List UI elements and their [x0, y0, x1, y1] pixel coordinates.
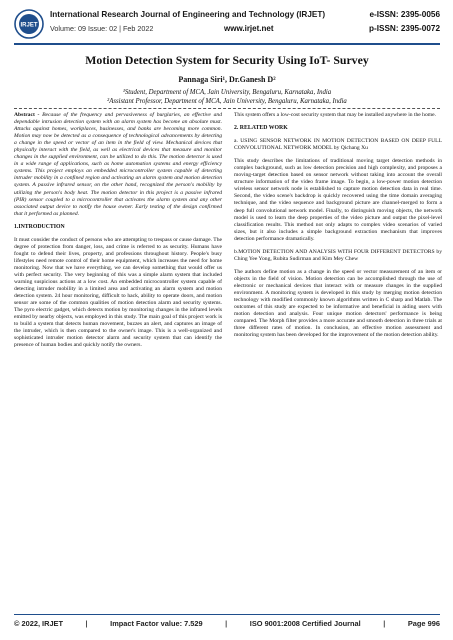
journal-name: International Research Journal of Engineering and Technology (IRJET) [50, 10, 326, 19]
footer-copyright: © 2022, IRJET [14, 619, 63, 628]
footer-separator: | [383, 619, 386, 628]
p-issn: p-ISSN: 2395-0072 [369, 24, 440, 33]
work-a-title: a. USING SENSOR NETWORK IN MOTION DETECTION BASED ON DEEP FULL CONVOLUTIONAL NETWORK MODEL by Qichang Xu [234, 138, 442, 152]
footer-impact-factor: Impact Factor value: 7.529 [110, 619, 203, 628]
abstract [14, 112, 222, 218]
work-b-text: The authors define motion as a change in the speed or vector measurement of an item or objects in the field of vision. Motion detection can be accomplished through the use of electronic or mechanical devices that interact with or measure changes in the supplied environment. A monitoring system is developed in this study by merging motion detection technology with modified commonly known algorithms written in C sharp and Matlab. The outcomes of this study are expected to be informative and beneficial in aiding users with motion detection and analysis. Four unique motion detectors' performance is being compared. The Morph filter provides a more accurate and smooth detection in three trials at three different rates of motion. In conclusion, an effective motion assessment and monitoring system has been developed for the improvement of the motion detection ability. [234, 268, 442, 339]
affiliation-1: ¹Student, Department of MCA, Jain University, Bengaluru, Karnataka, India [122, 89, 332, 96]
section-divider [14, 108, 440, 109]
right-column [234, 112, 442, 345]
affiliation-2: ²Assistant Professor, Department of MCA, Jain University, Bengaluru, Karnataka, India [107, 98, 347, 105]
intro-continued: This system offers a low-cost security system that may be installed anywhere in the home. [234, 112, 437, 118]
irjet-logo [14, 9, 44, 39]
journal-website[interactable]: www.irjet.net [224, 24, 274, 33]
abstract-label: Abstract - [14, 112, 40, 118]
abstract-text: Because of the frequency and pervasiveness of burglaries, an effective and dependable intrusion detection system with an alarm system has become an absolute must. Attacks against homes, workplaces, businesses, and banks are becoming more common. Motion may now be detected as a consequence of technological advancements by detecting a change in the speed or vector of an item in the field of view. Mechanical devices that physically interact with the field, as well as electrical devices that measure and monitor changes in the supplied environment, can be utilized to do this. The motion detector is used in a wide range of applications, such as home automation systems and energy efficiency systems. This project employs an embedded microcontroller system capable of detecting intruder mobility in a confined region and activating an alarm system and motion detection system. A passive infrared sensor, on the other hand, recognized the person's mobility by utilizing the person's body heat. The motion detector in this project is a passive infrared (PIR) sensor coupled to a microcontroller that activates the alarm system and any other associated output device to notify the house owner. Early testing of the design confirmed that it performed as planned. [14, 112, 222, 217]
page-footer [14, 619, 440, 628]
footer-separator: | [85, 619, 88, 628]
work-a-text: This study describes the limitations of traditional moving target detection methods in complex background, such as low detection precision and high complexity, and proposes a moving-target detection based on sensor network without taking into account the overall structure information of the video frame image. To begin, a low-power motion detection wireless sensor network node is established to capture motion detection data in real time. Second, the video scene's backdrop is quickly recovered using the time domain averaging technique, and the video sequence and background picture are channel-merged to form a deep full convolutional network model. Finally, to distinguish moving objects, the network model is used to learn the deep properties of the video picture and output the pixel-level classification results. This method not only adapts to complex video scenarios of varied sizes, but it also includes a simple background extraction mechanism that improves detection performance dramatically. [234, 158, 442, 242]
footer-iso: ISO 9001:2008 Certified Journal [249, 619, 361, 628]
volume-issue: Volume: 09 Issue: 02 | Feb 2022 [50, 24, 154, 33]
footer-separator: | [225, 619, 228, 628]
header-rule [14, 43, 440, 45]
paper-title: Motion Detection System for Security Using IoT- Survey [85, 53, 369, 67]
work-b-title: b.MOTION DETECTION AND ANALYSIS WITH FOUR DIFFERENT DETECTORS by Ching Yee Yong, Rubita Sudirman and Kim Mey Chew [234, 248, 442, 262]
journal-header [14, 9, 440, 39]
intro-heading: 1.INTRODUCTION [14, 223, 65, 230]
footer-page-number: Page 996 [407, 619, 440, 628]
related-work-heading: 2. RELATED WORK [234, 125, 288, 132]
e-issn: e-ISSN: 2395-0056 [369, 10, 440, 19]
footer-rule [14, 614, 440, 615]
paper-authors: Pannaga Siri¹, Dr.Ganesh D² [178, 75, 276, 84]
logo-text: IRJET [20, 22, 38, 29]
left-column [14, 112, 222, 356]
intro-text: It must consider the conduct of persons who are attempting to trespass or cause damage. The degree of protection from danger, loss, and crime is referred to as security. Humans have fought to defend their lives, property, and professions throughout history. People's busy lifestyles need remote control of their home equipment, which increases the need for home monitoring. Now that we have everything, we can develop something that would offer us with perfect security. The very beginning of this was a simple alarm system that included warning suspicious actions at a low cost. An embedded microcontroller system capable of detecting intruder mobility in a limited area and activating an alarm system and motion detection system. 24 hour monitoring, difficult to hack, ability to operate doors, and motion sensor are some of the common qualities of motion detection alarm and security systems. The pyro electric gadget, which detects motion by monitoring changes in the infrared levels emitted by nearby objects, was employed in this study. The main goal of this project work is to build a system that detects human movement, buzzes an alert, and captures an image of the intruder, which is then compared to the owner's image. This is a well-organized and sophisticated intruder motion detector alarm and security system that can identify the presence of human bodies and quickly notify the owners. [14, 236, 222, 349]
